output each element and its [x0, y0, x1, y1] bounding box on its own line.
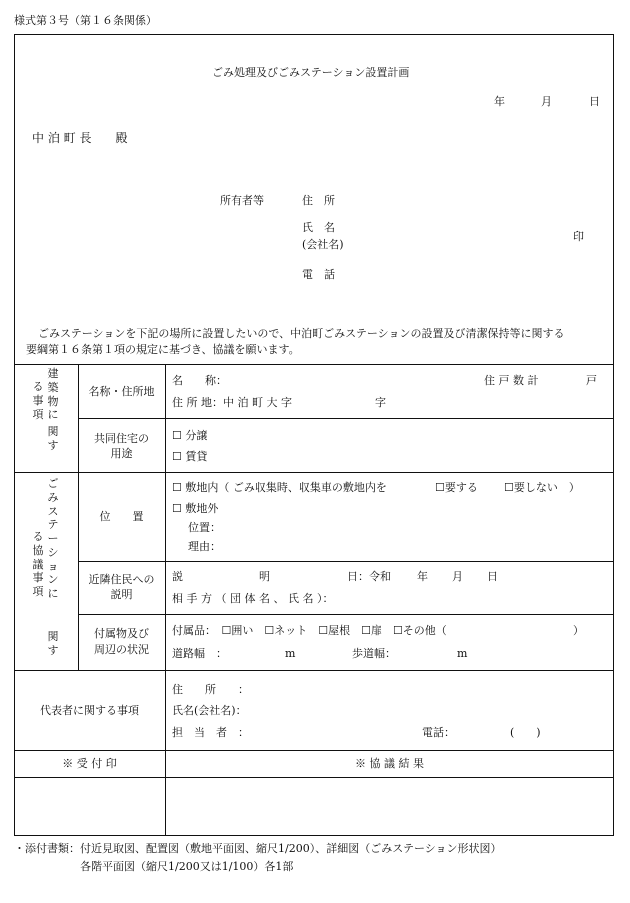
- applicant-seal: 印: [573, 230, 584, 243]
- date-month: 月: [541, 95, 552, 108]
- usage-label-2: 用途: [110, 447, 133, 460]
- usage-option-sale[interactable]: ☐ 分譲: [172, 429, 208, 442]
- request-text-2: 要綱第１６条第１項の規定に基づき、協議を願います。: [26, 343, 300, 356]
- explain-label-2: 説明: [110, 588, 133, 601]
- applicant-heading: 所有者等: [220, 194, 264, 207]
- explain-counterpart: 相 手 方 （ 団 体 名 、 氏 名 ）：: [172, 592, 334, 605]
- position-reason: 理由：: [188, 540, 221, 553]
- usage-option-rent[interactable]: ☐ 賃貸: [172, 450, 208, 463]
- building-name: 名 称：: [172, 374, 227, 387]
- position-label: 位 置: [99, 510, 144, 523]
- building-name-address-label: 名称・住所地: [88, 385, 155, 398]
- building-heading-col2: る事項: [32, 380, 44, 421]
- station-heading-col2: る協議事項: [32, 530, 44, 598]
- facility-paren: ）: [573, 624, 584, 637]
- applicant-address-label: 住 所: [302, 194, 335, 207]
- position-location: 位置：: [188, 521, 221, 534]
- building-households-unit: 戸: [586, 374, 597, 387]
- position-need-option[interactable]: ☐要する: [435, 481, 478, 494]
- divider-station-end: [14, 670, 614, 671]
- explain-day: 日: [487, 570, 498, 583]
- sidewalk-width-label: 歩道幅：: [352, 647, 396, 660]
- usage-label-1: 共同住宅の: [94, 432, 149, 445]
- divider-building-end: [14, 472, 614, 473]
- explain-month: 月: [452, 570, 463, 583]
- building-aza: 字: [375, 396, 386, 409]
- explain-year: 年: [417, 570, 428, 583]
- facility-label-1: 付属物及び: [94, 627, 149, 640]
- addressee: 中 泊 町 長 殿: [32, 131, 128, 145]
- road-width-label: 道路幅 ：: [172, 647, 227, 660]
- rep-phone-paren: ( ): [510, 726, 541, 739]
- divider-position-row: [78, 561, 614, 562]
- representative-label: 代表者に関する事項: [40, 704, 139, 717]
- road-width-unit: m: [285, 647, 296, 660]
- explain-label-1: 近隣住民への: [88, 573, 155, 586]
- divider-table-top: [14, 364, 614, 365]
- position-inside-option[interactable]: ☐ 敷地内（ ごみ収集時、収集車の敷地内を: [172, 481, 387, 494]
- building-heading-col3: 建築物に: [47, 367, 59, 422]
- building-households-label: 住 戸 数 計: [484, 374, 539, 387]
- position-noneed-option[interactable]: ☐要しない ）: [504, 481, 580, 494]
- rep-name: 氏名(会社名)：: [172, 704, 247, 717]
- result-label: ※ 協 議 結 果: [355, 757, 424, 770]
- explain-date-c: 日：令和: [347, 570, 391, 583]
- station-heading-col3: ごみステーションに: [47, 477, 59, 600]
- applicant-name-label: 氏 名: [302, 221, 335, 234]
- date-day: 日: [589, 95, 600, 108]
- divider-building-row: [78, 418, 614, 419]
- attachments-line-1: ・添付書類：付近見取図、配置図（敷地平面図、縮尺1/200）、詳細図（ごみステーション形状図）: [14, 842, 502, 855]
- building-address: 住 所 地：中 泊 町 大 字: [172, 396, 292, 409]
- rep-person: 担 当 者 ：: [172, 726, 249, 739]
- explain-date-a: 説: [172, 570, 183, 583]
- position-outside-option[interactable]: ☐ 敷地外: [172, 502, 219, 515]
- divider-rep-end: [14, 750, 614, 751]
- form-title: ごみ処理及びごみステーション設置計画: [212, 66, 410, 79]
- applicant-company-label: (会社名): [302, 238, 344, 251]
- request-text-1: ごみステーションを下記の場所に設置したいので、中泊町ごみステーションの設置及び清潔保持等に関する: [38, 327, 565, 340]
- facility-label-2: 周辺の状況: [94, 643, 149, 656]
- form-number: 様式第３号（第１６条関係）: [14, 14, 157, 27]
- date-year: 年: [494, 95, 505, 108]
- building-heading-col1: 関す: [47, 425, 59, 452]
- facility-items[interactable]: 付属品： ☐囲い ☐ネット ☐屋根 ☐扉 ☐その他（: [172, 624, 447, 637]
- rep-phone: 電話：: [422, 726, 455, 739]
- divider-reception-row: [14, 777, 614, 778]
- rep-address: 住 所 ：: [172, 683, 249, 696]
- divider-explain-row: [78, 614, 614, 615]
- explain-date-b: 明: [259, 570, 270, 583]
- attachments-line-2: 各階平面図（縮尺1/200又は1/100）各1部: [80, 860, 294, 873]
- station-heading-col1: 関す: [47, 630, 59, 657]
- sidewalk-width-unit: m: [457, 647, 468, 660]
- reception-label: ※ 受 付 印: [62, 757, 117, 770]
- applicant-phone-label: 電 話: [302, 268, 335, 281]
